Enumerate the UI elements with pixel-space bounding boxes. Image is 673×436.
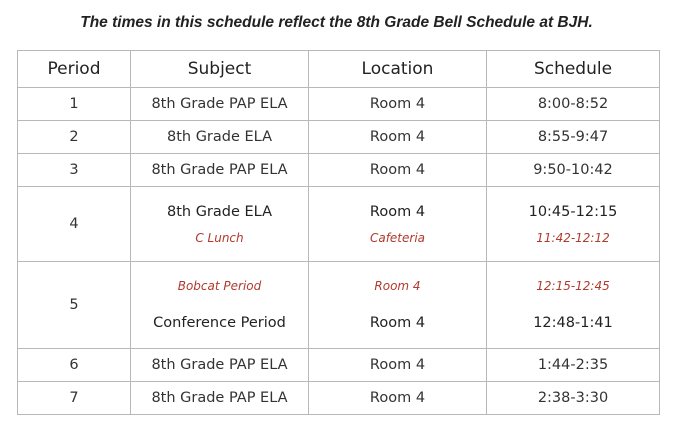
- schedule-cell: [487, 187, 660, 262]
- period-cell: 3: [18, 154, 131, 187]
- schedule-caption: The times in this schedule reflect the 8th Grade Bell Schedule at BJH.: [80, 14, 593, 31]
- header-schedule: Schedule: [487, 51, 660, 88]
- table-row: [18, 121, 660, 154]
- subject-main: 8th Grade ELA: [166, 203, 273, 220]
- table-row: [18, 382, 660, 415]
- table-row: [18, 187, 660, 262]
- table-row: [18, 154, 660, 187]
- period-cell: 4: [18, 187, 131, 262]
- bell-schedule-table: [17, 50, 660, 415]
- location-note: Cafeteria: [369, 230, 426, 245]
- period-cell: 2: [18, 121, 131, 154]
- location-note: Room 4: [374, 279, 421, 293]
- subject-note: Bobcat Period: [177, 279, 262, 293]
- period-cell: 5: [18, 262, 131, 349]
- schedule-cell: 9:50-10:42: [487, 154, 660, 187]
- period-cell: 1: [18, 88, 131, 121]
- subject-cell: 8th Grade PAP ELA: [131, 349, 309, 382]
- location-cell: Room 4: [309, 382, 487, 415]
- location-cell: Room 4: [309, 88, 487, 121]
- period-cell: 6: [18, 349, 131, 382]
- table-row: [18, 349, 660, 382]
- header-period: Period: [18, 51, 131, 88]
- subject-note: C Lunch: [195, 230, 244, 245]
- schedule-main: 12:48-1:41: [533, 315, 613, 331]
- location-cell: Room 4: [309, 154, 487, 187]
- schedule-note: 12:15-12:45: [536, 279, 610, 293]
- location-main: Room 4: [369, 203, 426, 220]
- schedule-main: 10:45-12:15: [528, 203, 618, 220]
- location-cell: Room 4: [309, 121, 487, 154]
- table-row: [18, 262, 660, 349]
- subject-cell: 8th Grade PAP ELA: [131, 154, 309, 187]
- header-subject: Subject: [131, 51, 309, 88]
- location-cell: Room 4: [309, 349, 487, 382]
- subject-cell: 8th Grade PAP ELA: [131, 88, 309, 121]
- schedule-cell: 8:00-8:52: [487, 88, 660, 121]
- location-cell: [309, 262, 487, 349]
- subject-cell: [131, 262, 309, 349]
- location-main: Room 4: [369, 315, 426, 331]
- schedule-cell: [487, 262, 660, 349]
- table-header-row: [18, 51, 660, 88]
- period-cell: 7: [18, 382, 131, 415]
- subject-cell: [131, 187, 309, 262]
- schedule-cell: 8:55-9:47: [487, 121, 660, 154]
- location-cell: [309, 187, 487, 262]
- schedule-cell: 2:38-3:30: [487, 382, 660, 415]
- subject-main: Conference Period: [153, 315, 286, 331]
- subject-cell: 8th Grade PAP ELA: [131, 382, 309, 415]
- schedule-note: 11:42-12:12: [536, 230, 610, 245]
- table-row: [18, 88, 660, 121]
- schedule-cell: 1:44-2:35: [487, 349, 660, 382]
- header-location: Location: [309, 51, 487, 88]
- subject-cell: 8th Grade ELA: [131, 121, 309, 154]
